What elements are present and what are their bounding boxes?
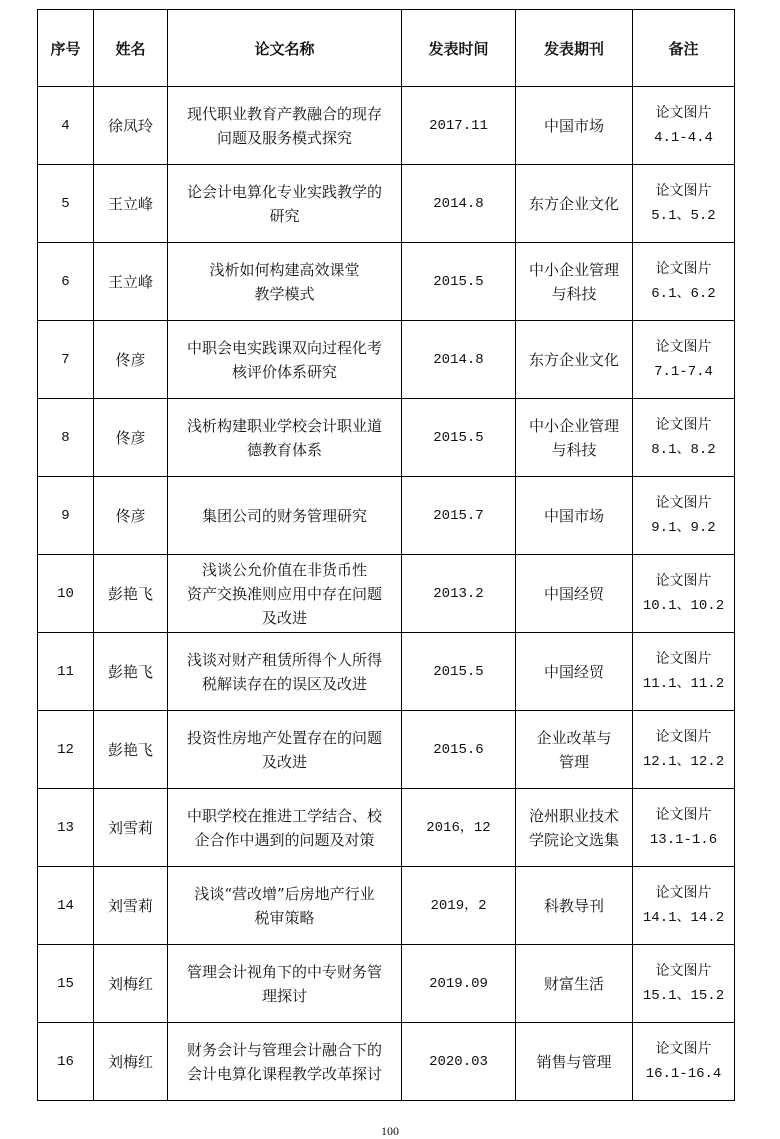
note-line: 7.1-7.4 <box>654 363 713 380</box>
cell-title <box>168 945 402 1023</box>
note-line: 论文图片 <box>655 963 712 980</box>
journal-line: 中国经贸 <box>543 584 604 603</box>
cell-note <box>633 633 735 711</box>
table-row <box>38 477 735 555</box>
cell-name: 彭艳飞 <box>94 555 168 633</box>
title-line: 管理会计视角下的中专财务管 <box>186 962 382 981</box>
title-line: 理探讨 <box>261 986 307 1005</box>
note-line: 论文图片 <box>655 1041 712 1058</box>
title-line: 现代职业教育产教融合的现存 <box>186 104 382 123</box>
cell-number: 13 <box>38 789 94 867</box>
cell-title <box>168 711 402 789</box>
table-row <box>38 945 735 1023</box>
cell-date: 2016，12 <box>402 789 516 867</box>
cell-journal <box>516 945 633 1023</box>
title-line: 浅谈对财产租赁所得个人所得 <box>186 650 382 669</box>
cell-note <box>633 399 735 477</box>
journal-line: 沧州职业技术 <box>528 806 619 825</box>
table-row <box>38 165 735 243</box>
cell-name: 佟彦 <box>94 399 168 477</box>
header-cell-journal: 发表期刊 <box>516 10 633 87</box>
note-line: 15.1、15.2 <box>642 987 725 1004</box>
cell-note <box>633 1023 735 1101</box>
cell-title <box>168 477 402 555</box>
cell-number: 15 <box>38 945 94 1023</box>
title-line: 投资性房地产处置存在的问题 <box>186 728 382 747</box>
journal-line: 东方企业文化 <box>528 350 619 369</box>
cell-title <box>168 87 402 165</box>
cell-note <box>633 321 735 399</box>
cell-number: 6 <box>38 243 94 321</box>
papers-table <box>37 9 735 1101</box>
header-row <box>38 10 735 87</box>
cell-name: 王立峰 <box>94 165 168 243</box>
cell-title <box>168 789 402 867</box>
journal-line: 中小企业管理 <box>528 260 619 279</box>
title-line: 问题及服务模式探究 <box>216 128 352 147</box>
journal-line: 中国市场 <box>543 116 604 135</box>
cell-date: 2015.7 <box>402 477 516 555</box>
cell-name: 佟彦 <box>94 321 168 399</box>
title-line: 及改进 <box>261 608 307 627</box>
note-line: 14.1、14.2 <box>642 909 725 926</box>
journal-line: 财富生活 <box>543 974 604 993</box>
journal-line: 与科技 <box>551 440 597 459</box>
cell-number: 4 <box>38 87 94 165</box>
cell-journal <box>516 1023 633 1101</box>
cell-date: 2019，2 <box>402 867 516 945</box>
cell-date: 2019.09 <box>402 945 516 1023</box>
cell-date: 2014.8 <box>402 165 516 243</box>
note-line: 12.1、12.2 <box>642 753 725 770</box>
cell-date: 2014.8 <box>402 321 516 399</box>
cell-number: 14 <box>38 867 94 945</box>
cell-journal <box>516 243 633 321</box>
cell-date: 2015.5 <box>402 243 516 321</box>
journal-line: 中小企业管理 <box>528 416 619 435</box>
note-line: 论文图片 <box>655 885 712 902</box>
table-row <box>38 711 735 789</box>
note-line: 论文图片 <box>655 105 712 122</box>
cell-title <box>168 243 402 321</box>
note-line: 论文图片 <box>655 417 712 434</box>
cell-note <box>633 867 735 945</box>
cell-note <box>633 243 735 321</box>
cell-date: 2020.03 <box>402 1023 516 1101</box>
cell-date: 2015.5 <box>402 399 516 477</box>
title-line: 税审策略 <box>254 908 315 927</box>
header-cell-date: 发表时间 <box>402 10 516 87</box>
table-row <box>38 633 735 711</box>
note-line: 论文图片 <box>655 807 712 824</box>
journal-line: 中国经贸 <box>543 662 604 681</box>
note-line: 10.1、10.2 <box>642 597 725 614</box>
header-cell-title: 论文名称 <box>168 10 402 87</box>
cell-number: 5 <box>38 165 94 243</box>
cell-name: 王立峰 <box>94 243 168 321</box>
note-line: 论文图片 <box>655 183 712 200</box>
note-line: 13.1-1.6 <box>649 831 718 848</box>
cell-journal <box>516 633 633 711</box>
note-line: 4.1-4.4 <box>654 129 713 146</box>
title-line: 浅析构建职业学校会计职业道 <box>186 416 382 435</box>
cell-note <box>633 945 735 1023</box>
cell-note <box>633 555 735 633</box>
note-line: 论文图片 <box>655 261 712 278</box>
journal-line: 企业改革与 <box>536 728 612 747</box>
title-line: 及改进 <box>261 752 307 771</box>
cell-number: 11 <box>38 633 94 711</box>
page-number: 100 <box>381 1124 399 1138</box>
title-line: 论会计电算化专业实践教学的 <box>186 182 382 201</box>
title-line: 核评价体系研究 <box>231 362 337 381</box>
cell-note <box>633 711 735 789</box>
title-line: 教学模式 <box>254 284 315 303</box>
cell-journal <box>516 477 633 555</box>
title-line: 资产交换准则应用中存在问题 <box>186 584 382 603</box>
header-cell-note: 备注 <box>633 10 735 87</box>
cell-title <box>168 165 402 243</box>
cell-name: 刘雪莉 <box>94 789 168 867</box>
table-row <box>38 399 735 477</box>
cell-name: 刘梅红 <box>94 945 168 1023</box>
cell-number: 9 <box>38 477 94 555</box>
journal-line: 学院论文选集 <box>528 830 619 849</box>
journal-line: 东方企业文化 <box>528 194 619 213</box>
header-cell-number: 序号 <box>38 10 94 87</box>
journal-line: 与科技 <box>551 284 597 303</box>
title-line: 德教育体系 <box>246 440 322 459</box>
cell-date: 2015.6 <box>402 711 516 789</box>
table-row <box>38 1023 735 1101</box>
note-line: 6.1、6.2 <box>651 285 716 302</box>
cell-note <box>633 87 735 165</box>
title-line: 税解读存在的误区及改进 <box>201 674 367 693</box>
title-line: 浅谈“营改增”后房地产行业 <box>194 884 375 903</box>
title-line: 浅谈公允价值在非货币性 <box>201 560 367 579</box>
cell-date: 2013.2 <box>402 555 516 633</box>
cell-name: 刘梅红 <box>94 1023 168 1101</box>
cell-journal <box>516 399 633 477</box>
journal-line: 管理 <box>558 752 589 771</box>
cell-number: 7 <box>38 321 94 399</box>
cell-title <box>168 633 402 711</box>
cell-journal <box>516 867 633 945</box>
cell-number: 10 <box>38 555 94 633</box>
note-line: 5.1、5.2 <box>651 207 716 224</box>
cell-note <box>633 477 735 555</box>
cell-title <box>168 1023 402 1101</box>
note-line: 8.1、8.2 <box>651 441 716 458</box>
journal-line: 科教导刊 <box>543 896 604 915</box>
cell-name: 徐凤玲 <box>94 87 168 165</box>
title-line: 中职学校在推进工学结合、校 <box>186 806 382 825</box>
cell-number: 8 <box>38 399 94 477</box>
cell-journal <box>516 165 633 243</box>
note-line: 16.1-16.4 <box>645 1065 722 1082</box>
table-row <box>38 243 735 321</box>
cell-title <box>168 555 402 633</box>
cell-journal <box>516 555 633 633</box>
cell-number: 12 <box>38 711 94 789</box>
journal-line: 中国市场 <box>543 506 604 525</box>
cell-name: 佟彦 <box>94 477 168 555</box>
table-row <box>38 321 735 399</box>
title-line: 会计电算化课程教学改革探讨 <box>186 1064 382 1083</box>
cell-date: 2017.11 <box>402 87 516 165</box>
table-row <box>38 867 735 945</box>
note-line: 论文图片 <box>655 495 712 512</box>
note-line: 论文图片 <box>655 339 712 356</box>
journal-line: 销售与管理 <box>536 1052 612 1071</box>
cell-name: 彭艳飞 <box>94 711 168 789</box>
note-line: 论文图片 <box>655 573 712 590</box>
header-cell-name: 姓名 <box>94 10 168 87</box>
note-line: 11.1、11.2 <box>642 675 725 692</box>
cell-note <box>633 789 735 867</box>
title-line: 浅析如何构建高效课堂 <box>209 260 360 279</box>
cell-journal <box>516 711 633 789</box>
cell-name: 彭艳飞 <box>94 633 168 711</box>
title-line: 财务会计与管理会计融合下的 <box>186 1040 382 1059</box>
title-line: 研究 <box>269 206 300 225</box>
cell-note <box>633 165 735 243</box>
title-line: 集团公司的财务管理研究 <box>201 506 367 525</box>
table-row <box>38 789 735 867</box>
title-line: 企合作中遇到的问题及对策 <box>194 830 375 849</box>
cell-date: 2015.5 <box>402 633 516 711</box>
cell-number: 16 <box>38 1023 94 1101</box>
cell-journal <box>516 789 633 867</box>
table-row <box>38 555 735 633</box>
cell-title <box>168 867 402 945</box>
title-line: 中职会电实践课双向过程化考 <box>186 338 382 357</box>
cell-title <box>168 321 402 399</box>
cell-name: 刘雪莉 <box>94 867 168 945</box>
note-line: 论文图片 <box>655 651 712 668</box>
cell-journal <box>516 321 633 399</box>
cell-title <box>168 399 402 477</box>
cell-journal <box>516 87 633 165</box>
note-line: 论文图片 <box>655 729 712 746</box>
table-row <box>38 87 735 165</box>
note-line: 9.1、9.2 <box>651 519 716 536</box>
